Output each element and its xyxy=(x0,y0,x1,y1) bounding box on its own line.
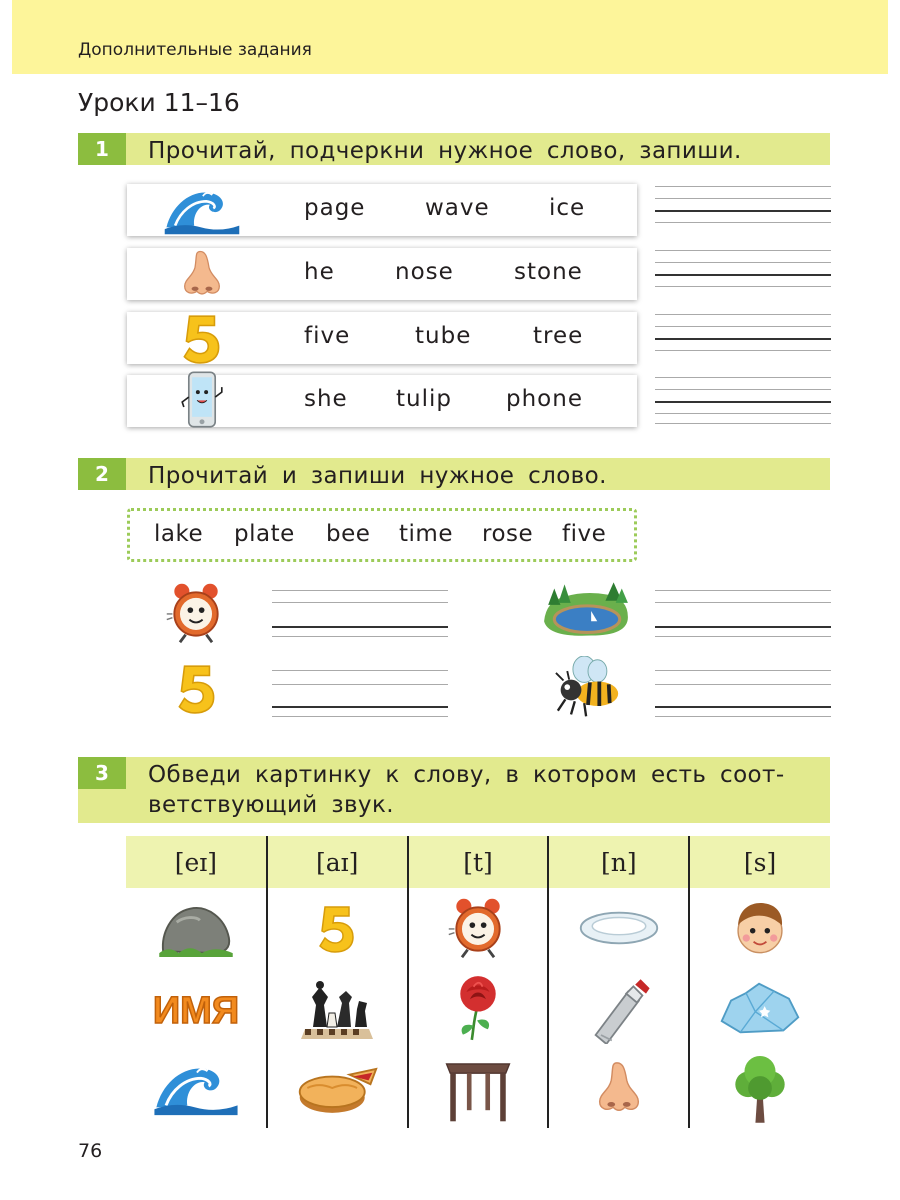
picture-cell[interactable] xyxy=(408,888,549,968)
word-option[interactable]: he xyxy=(304,259,335,285)
picture-cell[interactable] xyxy=(689,1048,830,1128)
picture-cell[interactable] xyxy=(267,1048,408,1128)
word-bank-item: bee xyxy=(326,521,371,547)
picture-cell[interactable] xyxy=(126,1048,267,1128)
picture-cell[interactable] xyxy=(126,888,267,968)
stone-icon[interactable] xyxy=(157,899,235,957)
word-bank xyxy=(127,508,637,562)
word-option[interactable]: phone xyxy=(506,386,583,412)
ice-icon[interactable] xyxy=(718,980,802,1036)
task-instruction-line-2: ветствующий звук. xyxy=(148,792,394,818)
task-number: 1 xyxy=(78,133,126,165)
picture-cell[interactable] xyxy=(126,968,267,1048)
word-bank-item: rose xyxy=(482,521,534,547)
wave-icon[interactable] xyxy=(152,1059,240,1117)
picture-cell[interactable] xyxy=(689,888,830,968)
task-number: 2 xyxy=(78,458,126,490)
plate-icon[interactable] xyxy=(576,904,662,952)
picture-cell[interactable] xyxy=(548,968,689,1048)
page-number: 76 xyxy=(78,1140,103,1162)
table-icon[interactable] xyxy=(440,1051,516,1125)
word-option[interactable]: tulip xyxy=(396,386,452,412)
word-option[interactable]: tree xyxy=(533,323,584,349)
tree-icon[interactable] xyxy=(728,1051,792,1125)
sound-header: [n] xyxy=(548,836,689,888)
task-3-header xyxy=(78,757,830,823)
nose-icon[interactable] xyxy=(590,1059,648,1117)
picture-cell[interactable] xyxy=(548,1048,689,1128)
word-option[interactable]: page xyxy=(304,195,366,221)
picture-cell[interactable] xyxy=(408,1048,549,1128)
number-five-icon xyxy=(176,662,218,714)
task-instruction: Прочитай и запиши нужное слово. xyxy=(148,463,607,489)
lake-icon xyxy=(540,580,632,642)
tube-icon[interactable] xyxy=(583,972,655,1044)
sound-header: [t] xyxy=(408,836,549,888)
writing-lines[interactable] xyxy=(655,314,831,354)
pie-icon[interactable] xyxy=(294,1059,380,1117)
writing-lines[interactable] xyxy=(272,670,448,718)
writing-lines[interactable] xyxy=(272,590,448,638)
bee-icon xyxy=(550,656,626,722)
word-row xyxy=(127,375,637,427)
word-option[interactable]: tube xyxy=(415,323,472,349)
chess-icon[interactable] xyxy=(297,973,377,1043)
lesson-title: Уроки 11–16 xyxy=(78,88,240,117)
writing-lines[interactable] xyxy=(655,250,831,290)
word-row xyxy=(127,312,637,364)
word-row xyxy=(127,248,637,300)
word-option[interactable]: wave xyxy=(425,195,490,221)
nose-icon xyxy=(157,248,247,300)
task-number: 3 xyxy=(78,757,126,789)
task-instruction: Прочитай, подчеркни нужное слово, запиши. xyxy=(148,138,742,164)
picture-cell[interactable] xyxy=(267,888,408,968)
word-option[interactable]: she xyxy=(304,386,348,412)
sound-header: [aɪ] xyxy=(267,836,408,888)
alarm-clock-icon[interactable] xyxy=(444,895,512,961)
word-option[interactable]: stone xyxy=(514,259,583,285)
section-title: Дополнительные задания xyxy=(78,40,312,60)
writing-lines[interactable] xyxy=(655,590,831,638)
rose-icon[interactable] xyxy=(447,971,509,1045)
word-bank-item: five xyxy=(562,521,607,547)
picture-cell[interactable] xyxy=(267,968,408,1048)
picture-cell[interactable] xyxy=(689,968,830,1048)
word-option[interactable]: nose xyxy=(395,259,454,285)
task-1-header xyxy=(78,133,830,165)
task-instruction-line-1: Обведи картинку к слову, в котором есть соот- xyxy=(148,762,785,788)
number-five-icon xyxy=(157,312,247,364)
number-five-icon[interactable] xyxy=(317,902,357,954)
phone-icon xyxy=(157,369,247,435)
name-card-icon[interactable] xyxy=(141,983,251,1033)
word-bank-item: time xyxy=(399,521,453,547)
word-option[interactable]: ice xyxy=(549,195,586,221)
wave-icon xyxy=(157,184,247,236)
word-bank-item: lake xyxy=(154,521,204,547)
sound-table xyxy=(126,836,830,1128)
word-bank-item: plate xyxy=(234,521,295,547)
writing-lines[interactable] xyxy=(655,186,831,226)
task-2-header xyxy=(78,458,830,490)
writing-lines[interactable] xyxy=(655,670,831,718)
sound-header: [eɪ] xyxy=(126,836,267,888)
header-band xyxy=(12,0,888,74)
word-row xyxy=(127,184,637,236)
picture-cell[interactable] xyxy=(548,888,689,968)
alarm-clock-icon xyxy=(160,580,232,646)
sound-header: [s] xyxy=(689,836,830,888)
boy-face-icon[interactable] xyxy=(728,896,792,960)
picture-cell[interactable] xyxy=(408,968,549,1048)
word-option[interactable]: five xyxy=(304,323,351,349)
writing-lines[interactable] xyxy=(655,377,831,425)
